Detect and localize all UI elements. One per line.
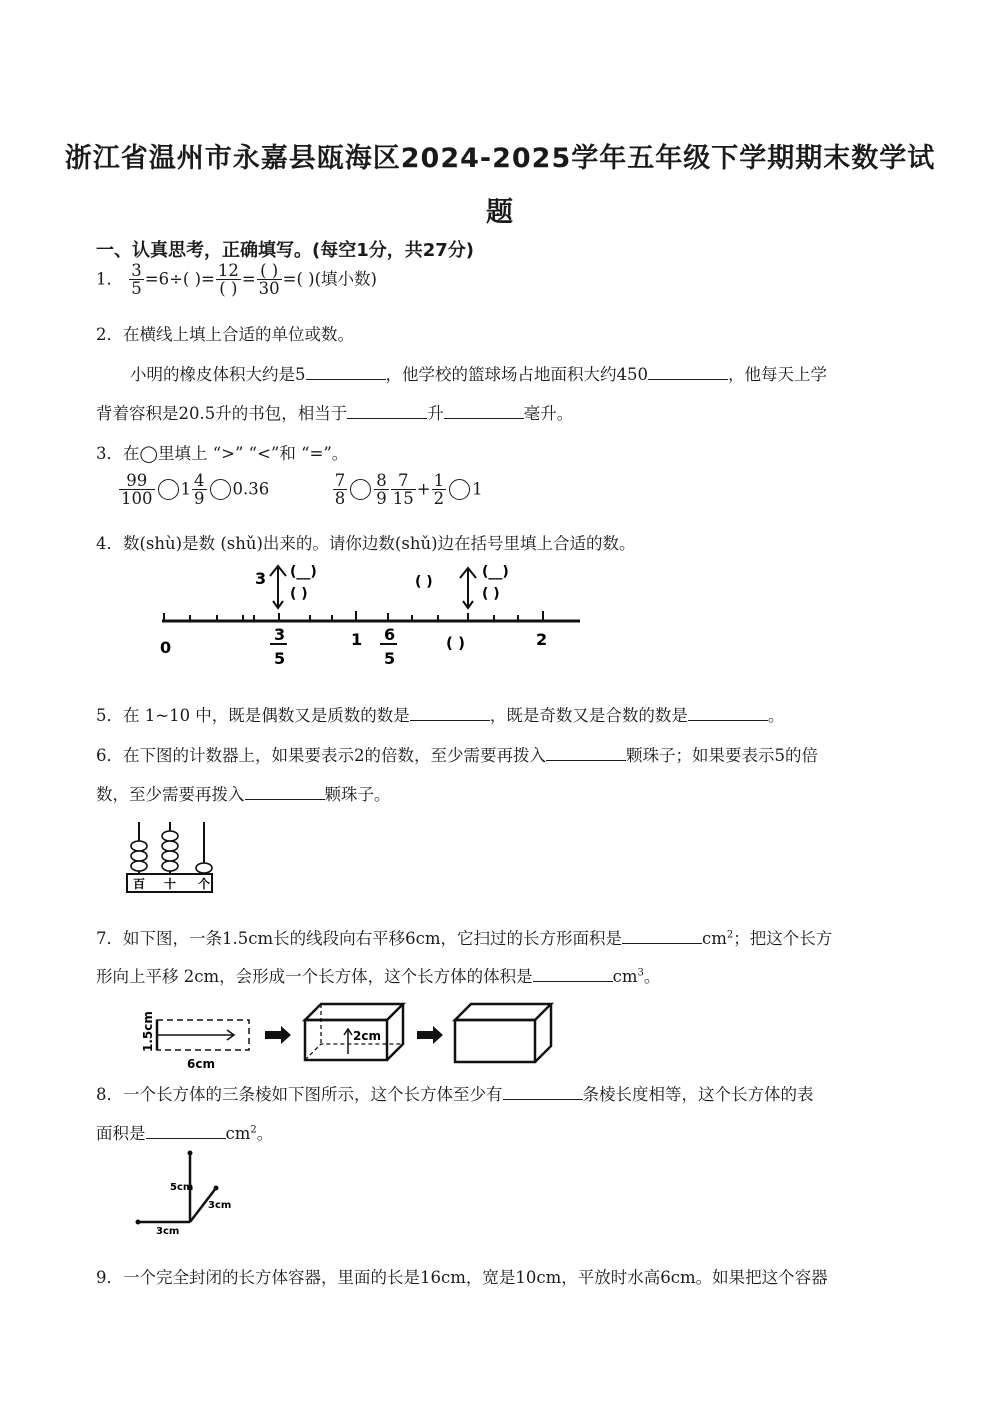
q8-text-c: 面积是 xyxy=(96,1124,146,1143)
fraction: $\frac{1}{2}$ xyxy=(433,471,445,509)
cuboid-edges-figure xyxy=(130,1148,250,1236)
answer-paren[interactable]: ( ) xyxy=(446,634,465,652)
frac-6-5-den: 5 xyxy=(384,649,396,668)
question-6 xyxy=(96,742,818,766)
answer-blank[interactable] xyxy=(533,967,613,982)
compare-circle[interactable] xyxy=(350,479,371,500)
q8-text-a: 一个长方体的三条棱如下图所示，这个长方体至少有 xyxy=(123,1085,503,1104)
question-3 xyxy=(96,440,348,464)
question-number: 9． xyxy=(96,1268,123,1287)
fig-width-label: 6cm xyxy=(187,1057,215,1071)
question-number: 3． xyxy=(96,444,123,463)
abacus-label-hundreds: 百 xyxy=(133,877,146,891)
arrow-label-three: 3 xyxy=(255,569,267,588)
fraction: $\frac{4}{9}$ xyxy=(194,471,205,509)
abacus-figure xyxy=(122,818,222,896)
q2-text-f: 毫升。 xyxy=(523,404,574,423)
label-one: 1 xyxy=(351,630,363,649)
q1-expression: =6÷( )= xyxy=(144,269,215,289)
q1-equals: = xyxy=(241,269,256,289)
abacus-bead xyxy=(131,861,147,871)
q5-text-a: 在 1~10 中，既是偶数又是质数的数是 xyxy=(123,706,410,725)
question-text: 数(shù)是数 (shǔ)出来的。请你边数(shǔ)边在括号里填上合适的数。 xyxy=(123,534,636,553)
q6-text-c: 数，至少需要再拨入 xyxy=(96,785,245,804)
q2-text-d: 背着容积是20.5升的书包，相当于 xyxy=(96,404,348,423)
question-5 xyxy=(96,702,784,726)
plus-sign: + xyxy=(416,479,431,499)
q2-text-b: ，他学校的篮球场占地面积大约450 xyxy=(385,365,648,384)
answer-blank[interactable] xyxy=(503,1085,583,1100)
answer-blank[interactable] xyxy=(546,746,626,761)
fraction: $\frac{3}{5}$ xyxy=(131,261,142,299)
q8-unit: cm xyxy=(225,1124,251,1143)
q6-text-d: 颗珠子。 xyxy=(324,785,391,804)
question-2-line2 xyxy=(96,400,573,424)
answer-blank[interactable] xyxy=(146,1124,226,1139)
question-number: 8． xyxy=(96,1085,123,1104)
frac-3-5-den: 5 xyxy=(274,649,286,668)
question-1 xyxy=(96,262,377,298)
question-8-line2 xyxy=(96,1120,273,1144)
q3-value: 1 xyxy=(472,479,483,499)
q5-text-c: 。 xyxy=(767,706,785,725)
abacus-bead xyxy=(196,863,212,873)
question-number: 5． xyxy=(96,706,123,725)
question-8 xyxy=(96,1081,814,1105)
fig-up-label: 2cm xyxy=(353,1029,381,1043)
abacus-bead xyxy=(162,851,178,861)
q6-text-a: 在下图的计数器上，如果要表示2的倍数，至少需要再拨入 xyxy=(123,746,546,765)
question-2 xyxy=(96,321,354,345)
q7-unit: cm xyxy=(702,929,727,948)
edge-label-width: 3cm xyxy=(208,1200,232,1211)
q2-text-e: 升 xyxy=(427,404,444,423)
superscript: 2 xyxy=(726,929,734,941)
q7-text-b: ；把这个长方 xyxy=(733,929,833,948)
answer-paren[interactable]: ( ) xyxy=(290,586,308,602)
q2-text-c: ，他每天上学 xyxy=(728,365,827,384)
cuboid-front xyxy=(455,1020,535,1062)
compare-circle[interactable] xyxy=(210,479,231,500)
q6-text-b: 颗珠子；如果要表示5的倍 xyxy=(626,746,818,765)
question-text: 一个完全封闭的长方体容器，里面的长是16cm，宽是10cm，平放时水高6cm。如果把这个容器 xyxy=(123,1268,828,1287)
abacus-bead xyxy=(162,831,178,841)
cuboid-top xyxy=(455,1004,551,1020)
frac-6-5-num: 6 xyxy=(384,625,396,644)
answer-blank[interactable] xyxy=(622,929,702,944)
abacus-label-tens: 十 xyxy=(164,877,177,891)
q7-text-d: 。 xyxy=(643,967,661,986)
fraction: $\frac{7}{15}$ xyxy=(392,471,414,509)
exam-title-line1: 浙江省温州市永嘉县瓯海区2024-2025学年五年级下学期期末数学试 xyxy=(64,143,936,174)
q1-expression-end: =( )(填小数) xyxy=(282,269,377,289)
edge-label-height: 5cm xyxy=(170,1182,194,1193)
fig-height-label: 1.5cm xyxy=(141,1011,155,1052)
question-number: 6． xyxy=(96,746,123,765)
edge-endpoint xyxy=(136,1220,141,1225)
compare-circle[interactable] xyxy=(158,479,179,500)
fraction: $\frac{12}{( )}$ xyxy=(217,261,239,299)
q3-value: 0.36 xyxy=(232,479,270,499)
question-3-comparisons xyxy=(118,472,483,508)
question-6-line2 xyxy=(96,781,391,805)
abacus-bead xyxy=(162,861,178,871)
abacus-bead xyxy=(162,841,178,851)
question-number: 2． xyxy=(96,325,123,344)
translation-figure xyxy=(135,998,565,1074)
question-text: 在横线上填上合适的单位或数。 xyxy=(123,325,354,344)
question-text: 在◯里填上 “>” “<”和 “=”。 xyxy=(123,444,349,463)
q5-text-b: ，既是奇数又是合数的数是 xyxy=(489,706,688,725)
fraction: $\frac{8}{9}$ xyxy=(376,471,387,509)
frac-3-5-num: 3 xyxy=(274,625,286,644)
abacus-bead xyxy=(131,841,147,851)
superscript: 2 xyxy=(250,1124,257,1136)
number-line-figure xyxy=(150,558,590,678)
question-4 xyxy=(96,530,636,554)
cuboid-top xyxy=(305,1004,403,1020)
q7-text-a: 如下图，一条1.5cm长的线段向右平移6cm，它扫过的长方形面积是 xyxy=(123,929,623,948)
arrow-right-icon xyxy=(265,1026,291,1044)
q2-text-a: 小明的橡皮体积大约是5 xyxy=(130,365,306,384)
edge-endpoint xyxy=(188,1151,193,1156)
abacus-label-ones: 个 xyxy=(198,877,211,891)
question-number: 4． xyxy=(96,534,123,553)
compare-circle[interactable] xyxy=(449,479,470,500)
fraction: $\frac{( )}{30}$ xyxy=(258,261,280,299)
fraction: $\frac{99}{100}$ xyxy=(121,471,153,509)
answer-blank[interactable] xyxy=(688,706,768,721)
answer-blank[interactable] xyxy=(410,706,490,721)
answer-blank[interactable] xyxy=(648,365,728,380)
q8-text-b: 条棱长度相等，这个长方体的表 xyxy=(582,1085,814,1104)
exam-title-line2: 题 xyxy=(486,197,514,228)
question-2-line1 xyxy=(130,361,827,385)
answer-paren[interactable]: (__) xyxy=(290,564,317,580)
q8-text-d: 。 xyxy=(256,1124,274,1143)
section-heading: 一、认真思考，正确填写。(每空1分，共27分) xyxy=(96,240,475,261)
label-zero: 0 xyxy=(160,638,172,657)
answer-paren[interactable]: (__) xyxy=(482,564,509,580)
answer-paren[interactable]: ( ) xyxy=(482,586,500,602)
arrow-right-icon xyxy=(417,1026,443,1044)
label-two: 2 xyxy=(536,630,548,649)
question-7-line2 xyxy=(96,963,660,987)
question-number: 1． xyxy=(96,269,123,289)
answer-blank[interactable] xyxy=(306,365,386,380)
abacus-bead xyxy=(131,851,147,861)
q7-text-c: 形向上平移 2cm，会形成一个长方体，这个长方体的体积是 xyxy=(96,967,533,986)
fraction: $\frac{7}{8}$ xyxy=(334,471,346,509)
question-9 xyxy=(96,1264,828,1288)
q7-unit: cm xyxy=(612,967,638,986)
question-7 xyxy=(96,925,832,949)
answer-blank[interactable] xyxy=(245,785,325,800)
answer-paren[interactable]: ( ) xyxy=(415,574,433,590)
edge-endpoint xyxy=(214,1186,219,1191)
superscript: 3 xyxy=(637,967,644,979)
q3-value: 1 xyxy=(180,479,191,499)
answer-blank[interactable] xyxy=(347,404,427,419)
edge-label-length: 3cm xyxy=(156,1226,180,1236)
answer-blank[interactable] xyxy=(444,404,524,419)
question-number: 7． xyxy=(96,929,123,948)
